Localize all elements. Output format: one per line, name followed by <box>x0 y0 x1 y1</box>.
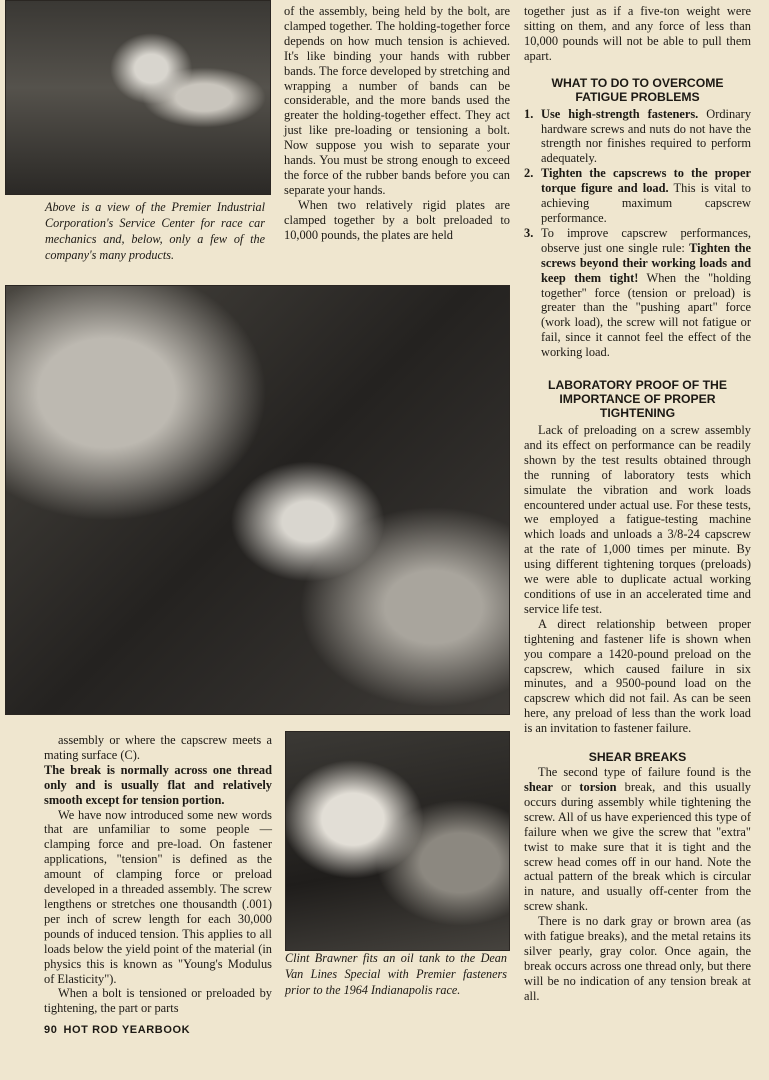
list-item-text: This is vital to achieving maximum capscrew performance. <box>541 181 751 225</box>
service-center-photo <box>5 0 271 195</box>
section-heading-shear: SHEAR BREAKS <box>588 750 687 765</box>
bold-term: shear <box>524 779 553 794</box>
top-photo-caption: Above is a view of the Premier Industrial Corporation's Service Center for race car mechanics and, below, only a few of the company's many products. <box>45 200 265 262</box>
paragraph: There is no dark gray or brown area (as with fatigue breaks), and the metal retains its silver pearly, gray color. Once again, the break occurs across one thread only, but there will be no indication of any tension break at all. <box>524 914 751 1003</box>
fatigue-fix-list <box>524 107 751 360</box>
text-run: The second type of failure found is the <box>538 765 751 780</box>
fastener-products-photo <box>5 285 510 715</box>
paragraph: We have now introduced some new words that are unfamiliar to some people — clamping force and pre-load. On fastener applications, "tension" is defined as the amount of clamping force or preload developed in a threaded assembly. The screw lengthens or stretches one thousandth (.001) per inch of screw length for each 30,000 pounds of induced tension. This applies to all loads below the yield point of the material (in physics this is known as "Young's Modulus of Elasticity"). <box>44 807 272 986</box>
text-run: or <box>552 779 580 794</box>
bottom-photo-caption: Clint Brawner fits an oil tank to the Dean Van Lines Special with Premier fasteners prior to the 1964 Indianapolis race. <box>285 951 507 997</box>
list-item-text: Ordinary hardware screws and nuts do not have the strength nor finishes required to perform adequately. <box>541 106 752 166</box>
list-item-text: When the "holding together" force (tension or preload) is greater than the "pushing apart" force (work load), the screw will not fatigue or fail, since it cannot feel the effect of the working load. <box>541 270 751 360</box>
bold-paragraph: The break is normally across one thread only and is usually flat and relatively smooth except for tension portion. <box>44 762 272 807</box>
bold-term: torsion <box>579 779 617 794</box>
page-number: 90 <box>44 1024 58 1036</box>
paragraph <box>44 763 272 808</box>
section-heading-laboratory: LABORATORY PROOF OF THE IMPORTANCE OF PROPER TIGHTENING <box>548 378 727 421</box>
article-column-b <box>44 733 272 1016</box>
article-column-c <box>524 4 751 1004</box>
paragraph: of the assembly, being held by the bolt, are clamped together. The holding-together force depends on how much tension is achieved. It's like binding your hands with rubber bands. The force developed by stretching and wrapping a number of bands can be considerable, and the more bands used the greater the holding-together effect. They act just like pre-loading or tensioning a bolt. Now suppose you wish to separate your hands. You must be strong enough to exceed the force of the rubber bands before you can separate your hands. <box>284 4 510 197</box>
article-column-a <box>284 4 510 243</box>
publication-name: HOT ROD YEARBOOK <box>63 1024 191 1036</box>
list-number: 1. <box>524 106 534 121</box>
paragraph: When two relatively rigid plates are clamped together by a bolt preloaded to 10,000 pounds, the plates are held <box>284 197 510 242</box>
list-item <box>524 226 751 360</box>
list-item-bold: Use high-strength fasteners. <box>541 106 699 121</box>
list-item <box>524 107 751 167</box>
list-item-bold: Tighten the capscrews to the proper torque figure and load. <box>541 166 751 196</box>
paragraph: Lack of preloading on a screw assembly and its effect on performance can be readily shown by the test results obtained through the running of laboratory tests which simulate the vibration and work loads encountered under actual use. For these tests, we employed a fatigue-testing machine which loads and unloads a 3/8-24 capscrew at the rate of 1,000 times per minute. By using different tightening torques (preloads) we were able to duplicate actual working conditions of use in an accelerated time and service life test. <box>524 423 751 616</box>
list-number: 2. <box>524 166 534 181</box>
paragraph: assembly or where the capscrew meets a mating surface (C). <box>44 733 272 762</box>
paragraph <box>524 765 751 914</box>
page-footer <box>44 1024 190 1036</box>
paragraph: When a bolt is tensioned or preloaded by tightening, the part or parts <box>44 986 272 1016</box>
list-item <box>524 166 751 226</box>
text-run: break, and this usually occurs during assembly while tightening the screw. All of us have experienced this type of failure when we give the screw that "extra" twist to make sure that it is tight and the screw head comes off in our hand. Note the actual pattern of the break which is circular in nature, and usually off-center from the screw shank. <box>524 779 751 914</box>
paragraph: A direct relationship between proper tightening and fastener life is shown when you compare a 1420-pound preload on the capscrew, which caused failure in six minutes, and a 9500-pound load on the capscrew which did not fail. As can be seen here, any preload of less than the work load is an invitation to fastener failure. <box>524 616 751 736</box>
paragraph: together just as if a five-ton weight were sitting on them, and any force of less than 10,000 pounds will not be able to pull them apart. <box>524 4 751 63</box>
list-item-text: To improve capscrew performances, observe just one single rule: <box>541 225 751 255</box>
clint-brawner-photo <box>285 731 510 951</box>
list-number: 3. <box>524 225 534 240</box>
list-item-bold: Tighten the screws beyond their working loads and keep them tight! <box>541 240 751 285</box>
section-heading-fatigue: WHAT TO DO TO OVERCOME FATIGUE PROBLEMS <box>551 75 724 104</box>
